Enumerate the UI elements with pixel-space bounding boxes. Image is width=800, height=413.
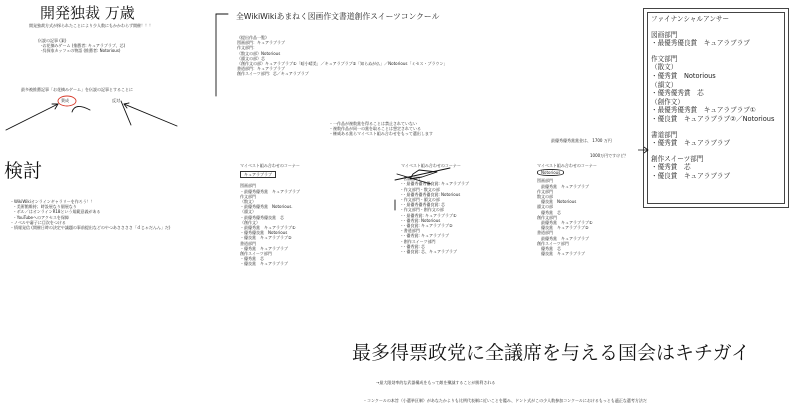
review-item: - YouTubeへのアクセスを保障 <box>14 214 69 220</box>
finance-line: （散文） <box>651 63 678 72</box>
finance-line: 書道部門 <box>651 130 678 139</box>
vote-oppose: 反対 <box>112 98 120 103</box>
contest-entry: （創作文の部）キュアラブラブ①「暗小晴美」／キュアラブラブ②「知らぬが仏」／Notorious「ミセス・ブラウン」 <box>237 61 448 67</box>
contest-rule: ・一作品が複数賞を得ることは禁止されていない <box>329 121 417 126</box>
finance-line: （韻文） <box>651 80 678 89</box>
best-line: 創作スイーツ部門 <box>240 251 272 257</box>
approve-circle <box>58 96 76 106</box>
best-line: - - 最優秀賞: キュアラブラブ① <box>401 212 457 218</box>
best-line: （韻文） <box>240 209 256 215</box>
best-line: 創作スイーツ部門 <box>537 240 569 246</box>
best-line: 優良賞 キュアラブラブ <box>537 251 585 257</box>
pen-stroke <box>72 106 90 112</box>
best-line: 図画部門 <box>537 178 553 184</box>
finance-line: ・優良賞 キュアラブラブ②／Notorious <box>651 114 775 123</box>
best-line: - - 優秀賞: 芯 <box>401 243 426 249</box>
page-subtitle: 開発独裁方式が採られたことにより少人数にもかかわらず開催！！！ <box>29 23 153 28</box>
contest-entry: 書道部門：キュアラブラブ <box>237 66 285 72</box>
finance-line: （創作文） <box>651 97 684 106</box>
best-line: ・優秀賞 キュアラブラブ <box>240 245 288 251</box>
finance-line: ・優秀賞 Notorious <box>651 71 716 80</box>
best-line: 最優秀賞 キュアラブラブ <box>537 183 589 189</box>
best-line: 優秀賞 芯 <box>537 209 561 215</box>
best-line: - - 優良賞: キュアラブラブ② <box>401 223 453 229</box>
best-combo-heading: マイベスト組み合わせのコーナー <box>537 163 597 168</box>
review-item: ・WikiWikiオンラインギャラリーを作ろう！！ <box>10 199 95 204</box>
best-line: ・優良賞 キュアラブラブ <box>240 261 288 267</box>
footer-note: →最大限効率的な武器構成をもって敵を殲滅することが勝利される <box>376 380 496 385</box>
best-line: 散文の部 <box>537 194 553 200</box>
best-line: - 書道部門 <box>401 228 420 234</box>
best-line: （創作文） <box>240 219 260 225</box>
best-combo-author-tag: Notorious <box>537 169 564 176</box>
best-line: - 創作スイーツ部門 <box>401 238 436 244</box>
legend-item: -お花摘みゲーム (推薦者: キュアラブラブ、芯) <box>41 43 126 49</box>
best-line: - - 優秀賞: Notorious <box>401 217 441 223</box>
contest-rule: ・複数作品が同一の賞を取ることは想定されている <box>329 126 421 132</box>
best-line: （散文） <box>240 199 256 205</box>
prize-arrow <box>638 147 648 153</box>
finance-line: 創作スイーツ部門 <box>651 154 704 163</box>
review-item: - ボル／はオンラインR18という規範意義がある <box>14 209 101 215</box>
best-line: - 作文部門 - 創作文の部 <box>401 207 444 213</box>
review-item: ・ノベルや審子に目次をつける <box>10 219 66 225</box>
best-combo-author-tag: キュアラブラブ <box>240 171 276 178</box>
vote-agree: 賛成 <box>61 98 69 103</box>
review-item: ・情報発信 (開催日時の決定や議題の事前提出などのやつあささささ「ｄじゃだんん」だ) <box>10 225 171 231</box>
best-line: 書道部門 <box>240 240 256 246</box>
contest-rule: ・権威ある賞らマイベスト組み合わせをもって選出します <box>329 131 433 137</box>
best-line: 作文部門 <box>240 193 256 199</box>
best-line: - - 最優秀優秀優良賞: キュアラブラブ <box>401 181 470 187</box>
contest-entry: 作文部門： <box>237 45 257 51</box>
footer-note: ・コンクールの本旨（小選挙区制）があなたかよりも比例代表制に近いことを鑑み、ドント式がこの少人数参加コンクールにおけるもっとも適正な選考方法だ <box>363 398 647 403</box>
slogan-banner: 最多得票政党に全議席を与える国会はキチガイ <box>352 342 751 364</box>
contest-entry: （散文の部）Notorious <box>237 50 281 56</box>
legend-heading: 伝説の記事 (案) <box>38 38 67 43</box>
best-line: 優秀賞 芯 <box>537 246 561 252</box>
vote-line: 最多被推薦記事「お花摘みゲーム」を伝説の記事とすることに <box>21 87 133 92</box>
best-line: 韻文の部 <box>537 204 553 210</box>
finance-line: ・優秀優秀賞 芯 <box>651 89 704 98</box>
finance-line: ・優秀賞 芯 <box>651 163 691 172</box>
contest-entry: （韻文の部）芯 <box>237 55 265 61</box>
finance-line: 作文部門 <box>651 54 678 63</box>
best-line: 創作文部門 <box>537 214 557 220</box>
best-line: ・最優秀賞 キュアラブラブ① <box>240 225 296 231</box>
page-title: 開発独裁 万歳 <box>40 4 135 22</box>
best-line: ・最優秀優秀優良賞 芯 <box>240 214 284 220</box>
best-line: ・優秀賞 芯 <box>240 256 264 262</box>
best-line: - 作文部門 - 散文の部 <box>401 186 440 192</box>
finance-line: ・最優秀優秀賞 キュアラブラブ① <box>651 106 756 115</box>
contest-entry: 《提出作品一覧》 <box>237 35 269 40</box>
best-line: - 図画部門 <box>401 176 420 182</box>
contest-entry: 創作スイーツ部門：芯／キュアラブラブ <box>237 71 309 77</box>
best-line: ・最優秀優秀賞 Notorious. <box>240 204 293 210</box>
review-heading: 検討 <box>4 160 43 182</box>
best-combo-heading: マイベスト組み合わせのコーナー <box>240 163 300 168</box>
contest-title: 全WikiWikiあまねく図画作文書道創作スイーツコンクール <box>236 12 440 21</box>
best-line: 優良賞 Notorious <box>537 199 577 205</box>
contest-entry: 図画部門：キュアラブラブ <box>237 40 285 46</box>
finance-line: ・優秀賞 キュアラブラブ <box>651 139 731 148</box>
best-line: 図画部門 <box>240 183 256 189</box>
finance-line: ・優良賞 キュアラブラブ <box>651 171 731 180</box>
best-line: - - 優良賞: 芯、キュアラブラブ <box>401 249 458 255</box>
finance-line: ファイナンシャルアンサー <box>651 15 730 23</box>
arrow-line <box>124 104 177 126</box>
finance-line: ・最優秀優良賞 キュアラブラブ <box>651 39 750 48</box>
best-line: ・優良賞 キュアラブラブ② <box>240 235 292 241</box>
best-line: - 作文部門 - 韻文の部 <box>401 197 440 203</box>
best-line: ・優秀優良賞 Notorious <box>240 230 288 236</box>
best-line: - - 優秀賞: キュアラブラブ <box>401 233 450 239</box>
best-line: - - 最優秀優秀優良賞: 芯 <box>401 202 446 208</box>
best-line: 最優秀賞 キュアラブラブ① <box>537 220 593 226</box>
best-combo-heading: マイベスト組み合わせのコーナー <box>401 163 461 168</box>
pen-stroke <box>395 168 450 180</box>
prize-note: 1000万円ですけど？ <box>590 153 629 158</box>
legend-item: -呉探家カッフェの物語 (推薦者: Notorious) <box>41 48 121 54</box>
best-line: - - 最優秀優秀優良賞: Notorious <box>401 191 461 197</box>
arrow-line <box>6 104 58 130</box>
best-line: ・最優秀優秀賞 キュアラブラブ <box>240 188 300 194</box>
best-line: 最優秀賞 キュアラブラブ <box>537 235 589 241</box>
review-item: - 美術館維持；時設展なり個展なり <box>14 204 77 210</box>
finance-line: 図画部門 <box>651 30 678 39</box>
prize-amount: 最優秀優秀賞賞金は、 1700 万円 <box>551 138 612 143</box>
best-line: 作文部門 <box>537 188 553 194</box>
best-line: 書道部門 <box>537 230 553 236</box>
best-line: 優良賞 キュアラブラブ② <box>537 225 589 231</box>
